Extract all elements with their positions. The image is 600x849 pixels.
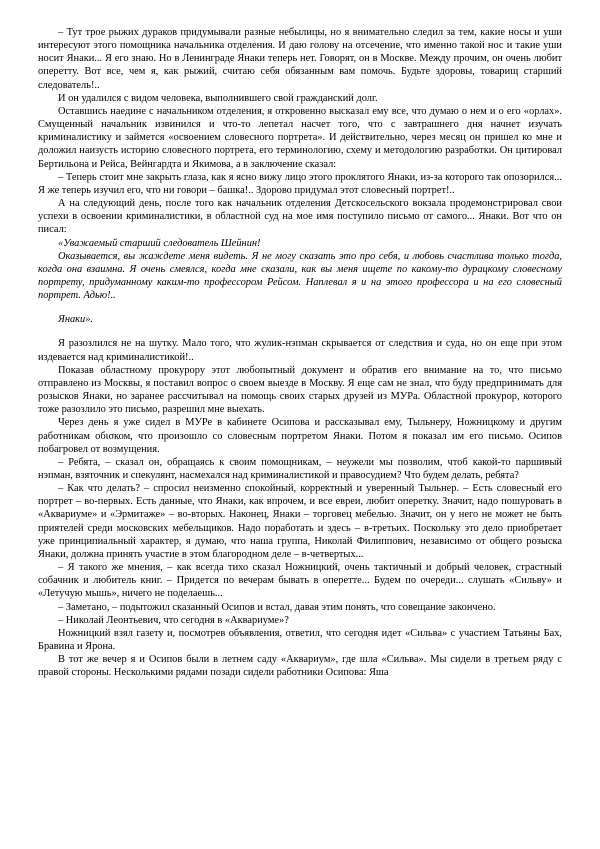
paragraph: В тот же вечер я и Осипов были в летнем саду «Аквариум», где шла «Сильва». Мы сидели в третьем ряду с правой стороны. Несколькими рядами позади сидели работники Осипова: Яша	[38, 654, 562, 679]
paragraph: Показав областному прокурору этот любопытный документ и обратив его внимание на то, что письмо отправлено из Москвы, я поставил вопрос о своем выезде в Москву. Я еще сам не знал, что буду предпринимать для розысков Янаки, но заранее рассчитывал на помощь своих старых друзей из МУРа. Областной прокурор, которого тоже разозлило это письмо, разрешил мне выехать.	[38, 364, 562, 416]
paragraph: – Заметано, – подытожил сказанный Осипов и встал, давая этим понять, что совещание закончено.	[58, 601, 496, 613]
paragraph: – Как что делать? – спросил неизменно спокойный, корректный и уверенный Тыльнер. – Есть словесный его портрет – во-первых. Есть данные, что Янаки, как впрочем, и все евреи, любит оперетку. Значит, надо пошуровать в «Аквариуме» и «Эрмитаже» – во-вторых. Наконец, Янаки – торговец мебелью. Значит, он у него не может не быть приятелей среди московских мебельщиков. Надо поработать и здесь – в-третьих. Поскольку это дело приобретает уже принципиальный характер, я думаю, что наша группа, Николай Филиппович, независимо от общего розыска Янаки, должна принять участие в этом благородном деле – в-четвертых...	[38, 483, 562, 560]
paragraph: Ножницкий взял газету и, посмотрев объявления, ответил, что сегодня идет «Сильва» с участием Татьяны Бах, Бравина и Ярона.	[38, 627, 562, 653]
paragraph: – Николай Леонтьевич, что сегодня в «Аквариуме»?	[58, 614, 289, 626]
paragraph: Оставшись наедине с начальником отделения, я откровенно высказал ему все, что думаю о нем и о его «орлах». Смущенный начальник извинился и что-то лепетал насчет того, что с завтрашнего дня начнет изучать криминалистику и займется «освоением словесного портрета». И действительно, через месяц он пришел ко мне и доложил наизусть историю словесного портрета, его терминологию, схему и методологию разработки. Он цитировал Бертильона и Рейса, Вейнгардта и Якимова, а в заключение сказал:	[38, 105, 562, 170]
paragraph: А на следующий день, после того как начальник отделения Детскосельского вокзала продемонстрировал свои успехи в освоении криминалистики, в областной суд на мое имя поступило письмо от самого... Янаки. Вот что он писал:	[38, 198, 562, 236]
paragraph: – Теперь стоит мне закрыть глаза, как я ясно вижу лицо этого проклятого Янаки, из-за которого так опозорился... Я же теперь изучил его, что ни говори – башка!.. Здорово придумал этот словесный портрет!..	[38, 171, 562, 196]
paragraph: И он удалился с видом человека, выполнившего свой гражданский долг.	[58, 92, 378, 104]
paragraph: – Ребята, – сказал он, обращаясь к своим помощникам, – неужели мы позволим, чтоб какой-то паршивый нэпман, взяточник и спекулянт, насмехался над криминалистикой и правосудием? Что будем делать, ребята?	[38, 456, 562, 481]
letter-salutation: «Уважаемый старший следователь Шейнин!	[58, 237, 261, 249]
paragraph: Я разозлился не на шутку. Мало того, что жулик-нэпман скрывается от следствия и суда, но он еще при этом издевается над криминалистикой!..	[38, 338, 562, 363]
letter-signature: Янаки».	[58, 314, 94, 326]
paragraph: Через день я уже сидел в МУРе в кабинете Осипова и рассказывал ему, Тыльнеру, Ножницкому и другим работникам обισком, что произошло со словесным портретом Янаки. Потом я показал им его письмо. Осипов побагровел от возмущения.	[38, 417, 562, 455]
paragraph: – Я такого же мнения, – как всегда тихо сказал Ножницкий, очень тактичный и добрый человек, страстный собачник и любитель книг. – Придется по вечерам бывать в оперетте... Будем по очереди... слушать «Сильву» и «Летучую мышь», ничего не поделаешь...	[38, 562, 562, 600]
letter-body: Оказывается, вы жаждете меня видеть. Я не могу сказать это про себя, и любовь счастлива только тогда, когда она взаимна. Я очень смеялся, когда мне сказали, как вы меня ищете по какому-то дурацкому словесному портрету, придуманному каким-то профессором Рейсом. Наплевал я и на этого профессора и на его словесный портрет. Адью!..	[38, 250, 562, 302]
document-body	[38, 26, 562, 680]
paragraph: – Тут трое рыжих дураков придумывали разные небылицы, но я внимательно следил за тем, какие носы и уши интересуют этого помощника начальника отделения. И даю голову на отсечение, что именно такой нос и такие уши носит Янаки... Я его знаю. Но в Ленинграде Янаки теперь нет. Говорят, он в Москве. Между прочим, он очень любит оперетту. Вот все, чем я, как рыжий, считаю себя обязанным вам помочь. Будьте здоровы, товарищ старший следователь!..	[38, 27, 562, 91]
